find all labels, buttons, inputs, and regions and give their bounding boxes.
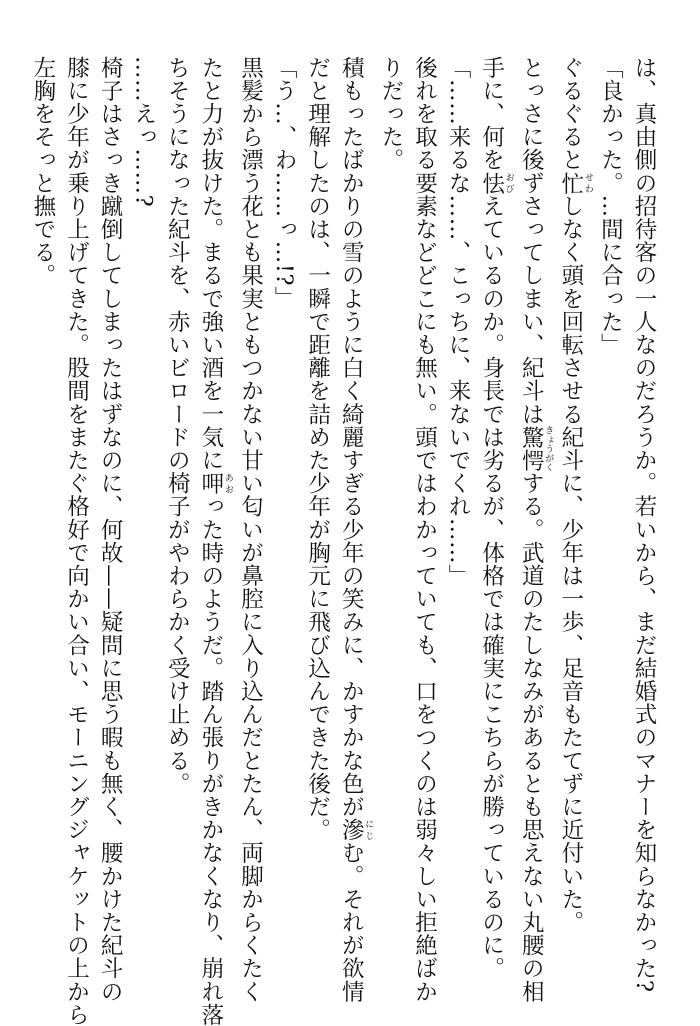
text-segment: えているのか。身長では劣るが、体格では確実にこちらが勝っているのに。 [478, 194, 505, 981]
furigana: おび [503, 171, 514, 195]
text-line [193, 56, 233, 1026]
ruby-annotation: 滲 にじ [338, 818, 374, 842]
dialogue-line: 「良かった。…間に合った」 [597, 56, 624, 357]
text-line: 椅子はさっき蹴倒してしまったはずなのに、何故——疑問に思う暇も無く、腰かけた紀斗の [97, 56, 124, 1004]
ruby-annotation: 驚愕 きょうがく [518, 425, 554, 472]
text-segment: たと力が抜けた。まるで強い酒を一気に [197, 56, 224, 472]
vertical-text-body [25, 56, 660, 1026]
furigana: あお [222, 471, 233, 495]
text-line: 左胸をそっと撫でる。 [29, 56, 56, 287]
furigana: せわ [582, 171, 593, 195]
text-segment: ぐるぐると [557, 56, 584, 172]
ruby-annotation: 忙 せわ [557, 171, 593, 195]
dialogue-line: 「……来るな……、こっちに、来ないでくれ……」 [445, 56, 472, 588]
ruby-annotation: 怯 おび [478, 171, 514, 195]
dialogue-line: 「う…、わ……っ…!?」 [271, 56, 298, 310]
text-segment: とっさに後ずさってしまい、紀斗は [518, 56, 545, 426]
text-segment: する。武道のたしなみがあるとも思えない丸腰の相 [518, 471, 545, 1004]
text-line [474, 56, 514, 986]
text-line [514, 56, 554, 1004]
text-segment: 手に、何を [478, 56, 505, 172]
text-segment: しなく頭を回転させる紀斗に、少年は一歩、足音もたてずに近付いた。 [557, 194, 584, 934]
text-segment: った時のようだ。踏ん張りがきかなくなり、崩れ落 [197, 494, 224, 1026]
text-line: だと理解したのは、一瞬で距離を詰めた少年が胸元に飛び込んできた後だ。 [304, 56, 331, 842]
text-line: 黒髪から漂う花とも果実ともつかない甘い匂いが鼻腔に入り込んだとたん、両脚からくたく [237, 56, 264, 1004]
text-segment: 積もったばかりの雪のように白く綺麗すぎる少年の笑みに、かすかな色が [338, 56, 365, 819]
text-line: 後れを取る要素などどこにも無い。頭ではわかっていても、口をつくのは弱々しい拒絶ばか [411, 56, 438, 1004]
furigana: きょうがく [543, 425, 554, 472]
text-line: ……えっ……? [130, 56, 157, 208]
furigana: にじ [363, 818, 374, 842]
text-line [553, 56, 593, 986]
text-line: は、真由側の招待客の一人なのだろうか。若いから、まだ結婚式のマナーを知らなかった? [631, 56, 657, 993]
text-line: ちそうになった紀斗を、赤いビロードの椅子がやわらかく受け止める。 [164, 56, 191, 796]
text-line: 膝に少年が乗り上げてきた。股間をまたぐ格好で向かい合い、モーニングジャケットの上から [63, 56, 90, 1026]
text-segment: む。それが欲情 [338, 841, 365, 1004]
text-line: りだった。 [377, 56, 404, 172]
ruby-annotation: 呷 あお [197, 471, 233, 495]
text-line [334, 56, 374, 1004]
